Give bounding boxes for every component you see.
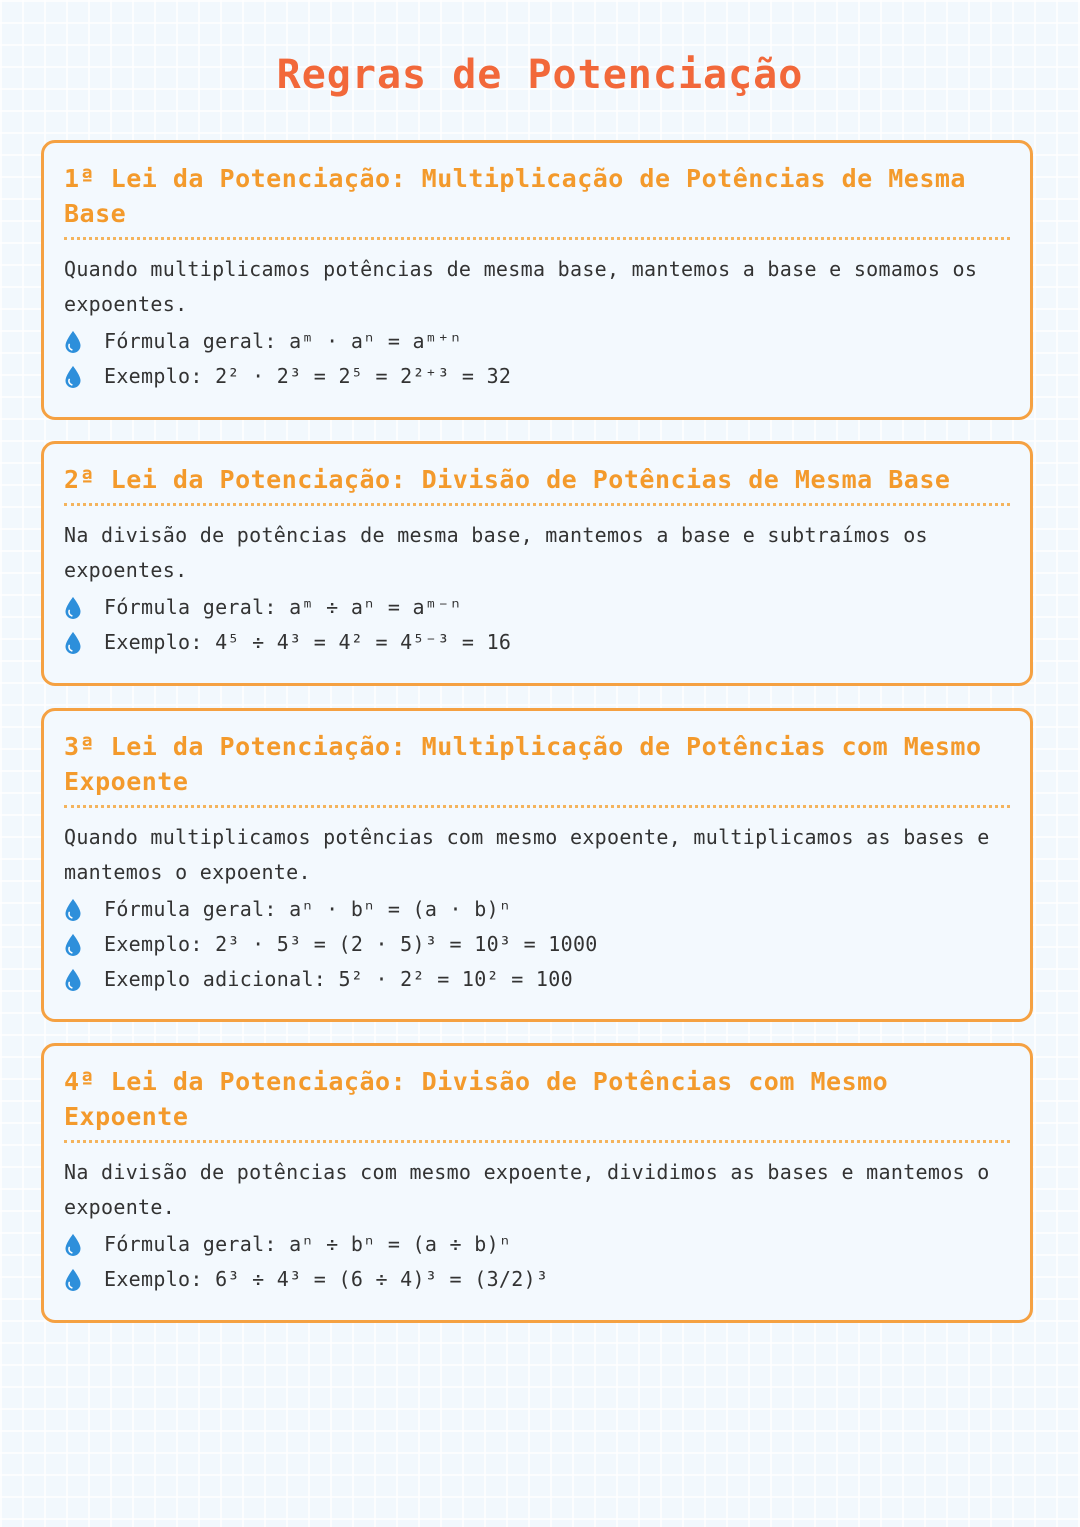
law-card-2 xyxy=(41,441,1033,686)
list-item xyxy=(64,1227,1010,1262)
item-text: Fórmula geral: aⁿ ÷ bⁿ = (a ÷ b)ⁿ xyxy=(104,1232,512,1256)
water-drop-icon xyxy=(64,630,86,656)
card-title: 4ª Lei da Potenciação: Divisão de Potências com Mesmo Expoente xyxy=(64,1064,1010,1143)
card-title: 3ª Lei da Potenciação: Multiplicação de Potências com Mesmo Expoente xyxy=(64,729,1010,808)
water-drop-icon xyxy=(64,967,86,993)
law-card-1 xyxy=(41,140,1033,420)
list-item xyxy=(64,590,1010,625)
water-drop-icon xyxy=(64,595,86,621)
item-text: Fórmula geral: aᵐ · aⁿ = aᵐ⁺ⁿ xyxy=(104,329,462,353)
item-text: Fórmula geral: aᵐ ÷ aⁿ = aᵐ⁻ⁿ xyxy=(104,595,462,619)
water-drop-icon xyxy=(64,932,86,958)
item-text: Exemplo: 2² · 2³ = 2⁵ = 2²⁺³ = 32 xyxy=(104,364,512,388)
card-description: Quando multiplicamos potências com mesmo expoente, multiplicamos as bases e mantemos o expoente. xyxy=(64,825,990,884)
list-item xyxy=(64,625,1010,660)
page-title: Regras de Potenciação xyxy=(276,52,804,98)
item-text: Exemplo adicional: 5² · 2² = 10² = 100 xyxy=(104,967,573,991)
card-description: Quando multiplicamos potências de mesma base, mantemos a base e somamos os expoentes. xyxy=(64,257,978,316)
list-item xyxy=(64,962,1010,997)
water-drop-icon xyxy=(64,1232,86,1258)
card-title: 1ª Lei da Potenciação: Multiplicação de Potências de Mesma Base xyxy=(64,161,1010,240)
water-drop-icon xyxy=(64,329,86,355)
list-item xyxy=(64,927,1010,962)
list-item xyxy=(64,359,1010,394)
item-text: Exemplo: 6³ ÷ 4³ = (6 ÷ 4)³ = (3/2)³ xyxy=(104,1267,549,1291)
list-item xyxy=(64,324,1010,359)
water-drop-icon xyxy=(64,1267,86,1293)
card-description: Na divisão de potências com mesmo expoente, dividimos as bases e mantemos o expoente. xyxy=(64,1160,990,1219)
water-drop-icon xyxy=(64,897,86,923)
list-item xyxy=(64,892,1010,927)
water-drop-icon xyxy=(64,364,86,390)
law-card-3 xyxy=(41,708,1033,1022)
card-description: Na divisão de potências de mesma base, mantemos a base e subtraímos os expoentes. xyxy=(64,523,928,582)
item-text: Exemplo: 4⁵ ÷ 4³ = 4² = 4⁵⁻³ = 16 xyxy=(104,630,512,654)
item-text: Fórmula geral: aⁿ · bⁿ = (a · b)ⁿ xyxy=(104,897,512,921)
card-title: 2ª Lei da Potenciação: Divisão de Potências de Mesma Base xyxy=(64,462,1010,506)
law-card-4 xyxy=(41,1043,1033,1323)
item-text: Exemplo: 2³ · 5³ = (2 · 5)³ = 10³ = 1000 xyxy=(104,932,598,956)
list-item xyxy=(64,1262,1010,1297)
